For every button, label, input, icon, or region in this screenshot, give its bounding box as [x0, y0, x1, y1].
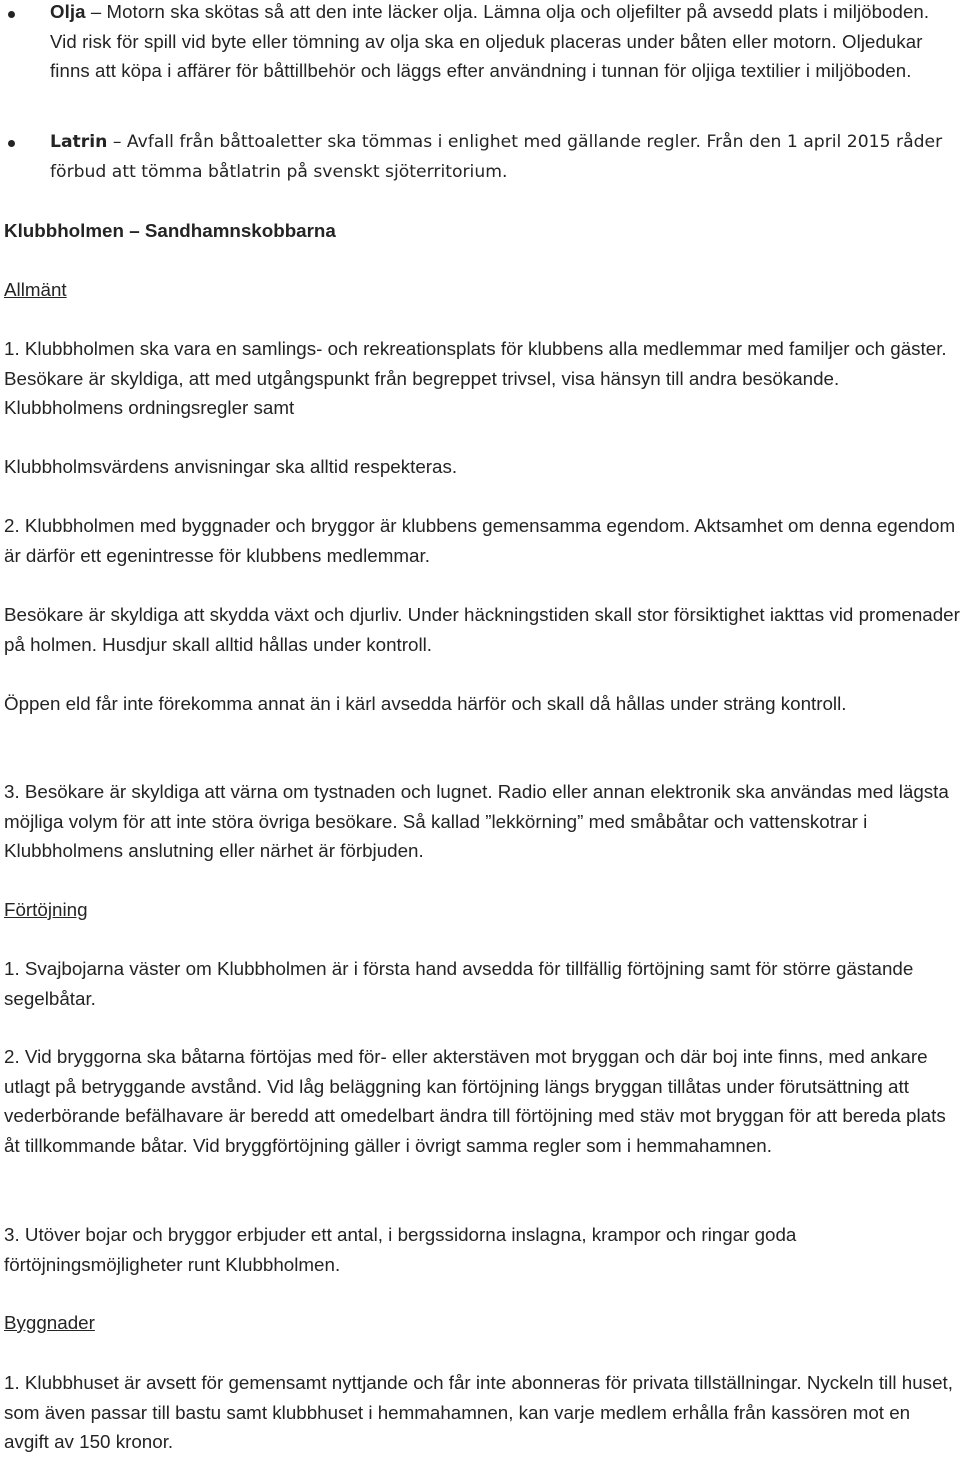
- bullet-dot: [8, 11, 15, 18]
- page-heading: Klubbholmen – Sandhamnskobbarna: [4, 220, 336, 241]
- section-title-allmant: Allmänt: [4, 279, 67, 300]
- paragraph: 1. Klubbholmen ska vara en samlings- och rekreationsplats för klubbens alla medlemmar med familjer och gäster. Besökare är skyldiga, att med utgångspunkt från begreppet trivsel, visa hänsyn till andra besökande. Klubbholmens ordningsregler samt: [4, 338, 947, 418]
- paragraph: Klubbholmsvärdens anvisningar ska alltid respekteras.: [4, 456, 458, 477]
- paragraph: 1. Klubbhuset är avsett för gemensamt nyttjande och får inte abonneras för privata tillställningar. Nyckeln till huset, som även passar till bastu samt klubbhuset i hemmahamnen, kan varje medlem erhålla från kassören mot en avgift av 150 kronor.: [4, 1372, 953, 1452]
- paragraph: 3. Besökare är skyldiga att värna om tystnaden och lugnet. Radio eller annan elektronik ska användas med lägsta möjliga volym för att inte störa övriga besökare. Så kallad ”lekkörning” med småbåtar och vattenskotrar i Klubbholmens anslutning eller närhet är förbjuden.: [4, 781, 949, 861]
- paragraph: 2. Klubbholmen med byggnader och bryggor är klubbens gemensamma egendom. Aktsamhet om denna egendom är därför ett egenintresse för klubbens medlemmar.: [4, 515, 956, 566]
- bullet-label: Latrin: [50, 132, 108, 152]
- bullet-body: – Avfall från båttoaletter ska tömmas i enlighet med gällande regler. Från den 1 april 2015 råder förbud att tömma båtlatrin på svenskt sjöterritorium.: [50, 132, 943, 182]
- bullet-label: Olja: [50, 1, 86, 22]
- paragraph: 3. Utöver bojar och bryggor erbjuder ett antal, i bergssidorna inslagna, krampor och ringar goda förtöjningsmöjligheter runt Klubbholmen.: [4, 1224, 797, 1275]
- paragraph: 2. Vid bryggorna ska båtarna förtöjas med för- eller akterstäven mot bryggan och där boj inte finns, med ankare utlagt på betryggande avstånd. Vid låg beläggning kan förtöjning längs bryggan tillåtas under förutsättning att vederbörande befälhavare är beredd att omedelbart ändra till förtöjning med stäv mot bryggan för att bereda plats åt tillkommande båtar. Vid bryggförtöjning gäller i övrigt samma regler som i hemmahamnen.: [4, 1046, 946, 1156]
- bullet-text: [50, 128, 958, 187]
- section-title-fortojning: Förtöjning: [4, 899, 88, 920]
- bullet-text: [50, 0, 958, 86]
- paragraph: Besökare är skyldiga att skydda växt och djurliv. Under häckningstiden skall stor försiktighet iakttas vid promenader på holmen. Husdjur skall alltid hållas under kontroll.: [4, 604, 960, 655]
- bullet-body: – Motorn ska skötas så att den inte läcker olja. Lämna olja och oljefilter på avsedd plats i miljöboden. Vid risk för spill vid byte eller tömning av olja ska en oljeduk placeras under båten eller motorn. Oljedukar finns att köpa i affärer för båttillbehör och läggs efter användning i tunnan för oljiga textilier i miljöboden.: [50, 1, 930, 81]
- paragraph: Öppen eld får inte förekomma annat än i kärl avsedda härför och skall då hållas under sträng kontroll.: [4, 693, 847, 714]
- bullet-dot: [8, 140, 15, 147]
- section-title-byggnader: Byggnader: [4, 1312, 95, 1333]
- paragraph: 1. Svajbojarna väster om Klubbholmen är i första hand avsedda för tillfällig förtöjning samt för större gästande segelbåtar.: [4, 958, 914, 1009]
